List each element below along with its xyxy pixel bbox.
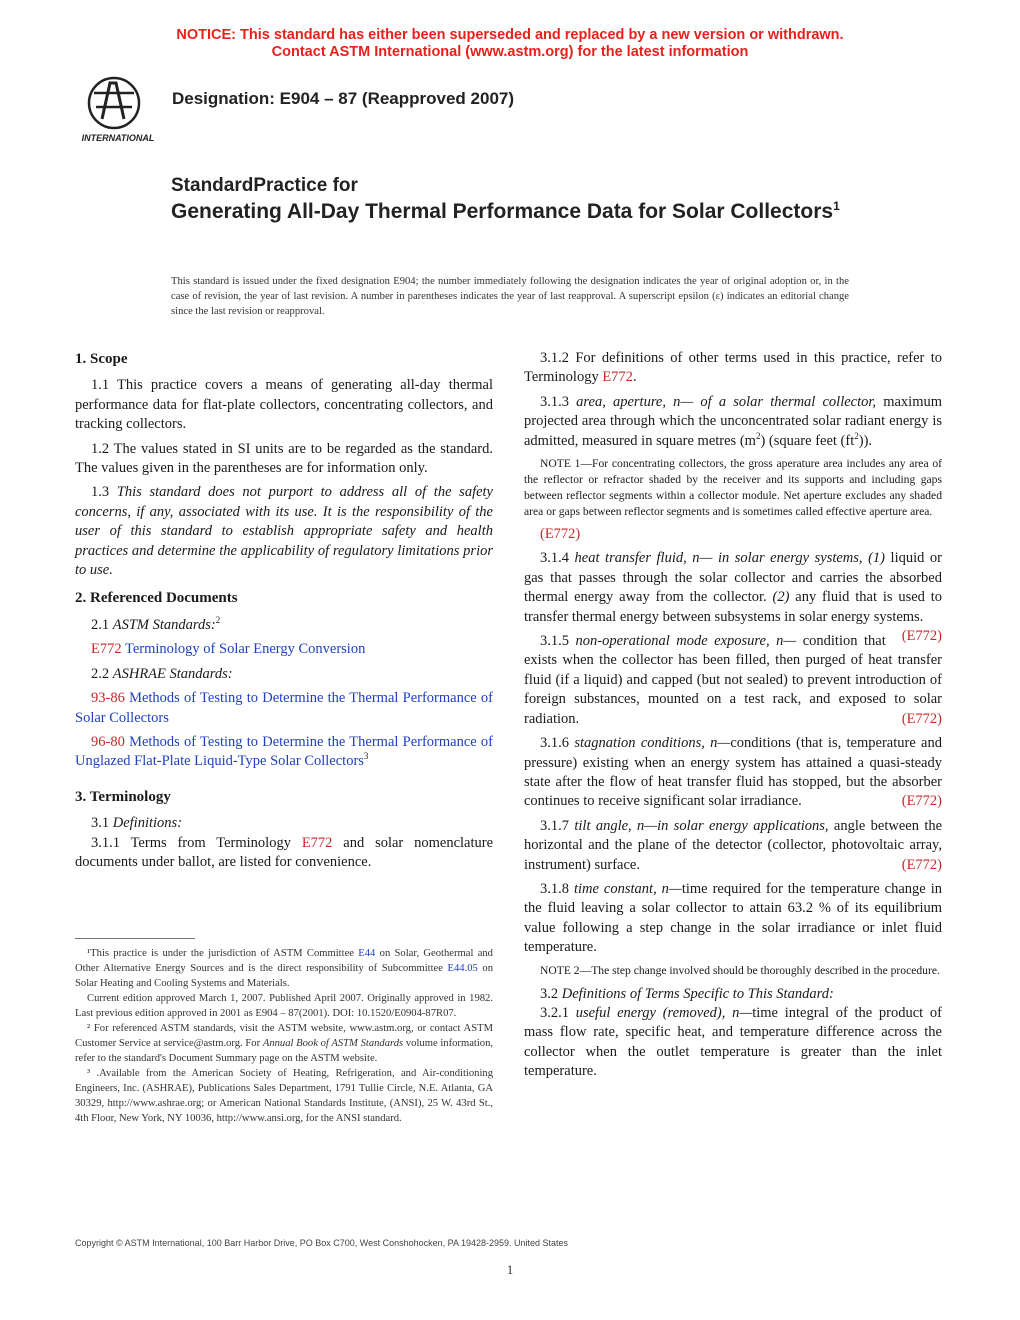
ref-e772-code-link[interactable]: E772 [91,641,122,658]
para-3-1-1-b: and solar nomenclature documents under ballot, are listed for convenience. [75,834,494,870]
para-3-1-6-num: 3.1.6 [540,735,569,752]
para-3-1-8-text: time required for the temperature change in the fluid leaving a solar collector to attain 63.2 % of its equilibrium value following a step change in the solar irradiance or inlet fluid temperature. [524,880,942,956]
para-3-1-3-mid: ) (square feet (ft [760,432,855,449]
document-title [171,174,871,225]
para-3-1-6-text: conditions (that is, temperature and pressure) existing when an energy system has attained a quasi-steady state after the flow of heat transfer fluid has stopped, but the absorber continues to receive significant solar irradiance. [524,735,942,810]
para-3-1-num: 3.1 [91,815,110,832]
ref-e772-title-link[interactable]: Terminology of Solar Energy Conversion [124,641,366,658]
ref-93-86 [75,689,493,728]
para-3-1-3-text: maximum projected area through which the unconcentrated solar radiant energy is admitted, measured in square metres (m [524,393,943,449]
para-3-1-4-term: heat transfer fluid, n— in solar energy systems, (1) [574,550,885,567]
para-3-1-1-e772-link[interactable]: E772 [301,834,333,851]
para-3-1-5 [524,632,942,729]
ref-96-80-title-link[interactable]: Methods of Testing to Determine the Thermal Performance of Unglazed Flat-Plate Liquid-Type Solar Collectors [75,733,493,770]
para-3-1-5-text: condition that exists when the collector has been filled, then purged of heat transfer fluid (if a liquid) and capped (but not sealed) to prevent introduction of foreign substances, mounted on a test rack, and exposed to solar radiation. [524,633,942,727]
footnote-1-c: on Solar Heating and Cooling Systems and Materials. [75,963,493,989]
para-3-2-1-num: 3.2.1 [540,1004,569,1021]
footnote-1-a: ¹This practice is under the jurisdiction of ASTM Committee [87,948,354,959]
para-3-2-text: Definitions of Terms Specific to This Standard: [561,985,834,1002]
para-3-1-1 [75,834,493,873]
scope-heading: 1. Scope [75,351,128,367]
para-3-1-8-term: time constant, n— [573,880,682,897]
left-column [75,349,493,877]
notice-line-1: NOTICE: This standard has either been superseded and replaced by a new version or withdrawn. [176,27,844,43]
ref-93-86-code-link[interactable]: 93-86 [91,690,125,707]
para-3-2-num: 3.2 [540,985,559,1002]
para-3-1-7 [524,817,942,875]
preamble: This standard is issued under the fixed designation E904; the number immediately following the designation indicates the year of original adoption or, in the case of revision, the year of last revision. A number in parentheses indicates the year of last reapproval. A superscript epsilon (ε) indicates an editorial change since the last revision or reapproval. [171,276,849,317]
para-1-3 [75,483,493,580]
footnote-3: ³ .Available from the American Society of Heating, Refrigeration, and Air-conditioning Engineers, Inc. (ASHRAE), Publications Sales Department, 1791 Tullie Circle, N.E. Atlanta, GA 30329, http://www.ashrae.org; or American National Standards Institute, (ANSI), 25 W. 43rd St., 4th Floor, New York, NY 10036, http://www.ansi.org, for the ANSI standard. [75,1068,493,1124]
para-3-1-5-num: 3.1.5 [540,633,569,650]
para-2-1-text: ASTM Standards: [112,616,216,633]
para-3-1-7-num: 3.1.7 [540,817,569,834]
footnote-1 [75,946,493,991]
title-main [171,199,871,225]
para-1-2: 1.2 The values stated in SI units are to be regarded as the standard. The values given in the parentheses are for information only. [75,440,493,477]
footnote-2-b: volume information, refer to the standard's Document Summary page on the ASTM website. [75,1038,494,1064]
para-2-2-text: ASHRAE Standards: [112,665,233,682]
para-3-1-8 [524,880,942,958]
referenced-documents-heading: 2. Referenced Documents [75,590,238,607]
title-footnote-mark: 1 [833,199,840,213]
footnote-2-a: ² For referenced ASTM standards, visit the ASTM website, www.astm.org, or contact ASTM Customer Service at service@astm.org. For [75,1023,493,1049]
para-3-1 [75,814,493,833]
para-3-1-2-b: . [632,369,637,386]
para-3-1-1-a: 3.1.1 Terms from Terminology [91,834,291,851]
para-3-1-3 [524,393,942,451]
para-3-2-1-text: time integral of the product of mass flow rate, specific heat, and temperature difference across the collector when the outlet temperature is greater than the inlet temperature. [524,1004,942,1080]
para-3-1-6 [524,734,942,812]
para-3-1-3-sup1: 2 [755,430,761,441]
logo-lettering: INTERNATIONAL [81,133,155,143]
para-3-1-7-e772-link[interactable]: (E772) [901,856,942,873]
para-2-1 [75,616,493,635]
ref-96-80 [75,733,493,772]
para-3-1-3-sup2: 2 [854,430,859,441]
para-3-1-text: Definitions: [112,815,183,832]
copyright-line: Copyright © ASTM International, 100 Barr Harbor Drive, PO Box C700, West Conshohocken, PA 19428-2959. United States [75,1238,569,1248]
note-1: NOTE 1—For concentrating collectors, the gross aperature area includes any area of the reflector or refractor shaded by the receiver and its supports and including gaps between reflector segments within a collector module. Net aperture excludes any shaded area or gaps between reflector segments and is sometimes called effective aperture area. [524,457,942,519]
withdrawal-notice [0,27,1020,61]
title-text: Generating All-Day Thermal Performance Data for Solar Collectors [171,200,834,223]
para-3-1-3-term: area, aperture, n— of a solar thermal collector, [576,393,877,410]
para-1-1: 1.1 This practice covers a means of generating all-day thermal performance data for flat-plate collectors, concentrating collectors, and tracking collectors. [75,377,493,433]
para-3-1-4-text: liquid or gas that passes through the solar collector and carries the absorbed thermal energy away from the collector. [524,550,943,606]
para-2-2 [75,665,493,684]
para-2-1-num: 2.1 [91,616,110,633]
para-3-1-7-text: angle between the horizontal and the plane of the detector (collector, photovoltaic array, instrument) surface. [524,817,943,873]
astm-logo [74,73,162,145]
footnote-2-italic: Annual Book of ASTM Standards [262,1038,404,1049]
ref-96-80-code-link[interactable]: 96-80 [91,733,125,750]
footnote-1-e44-link[interactable]: E44 [358,948,376,959]
footnote-1-b: on Solar, Geothermal and Other Alternative Energy Sources and is the direct responsibility of Subcommittee [75,948,493,974]
terminology-heading: 3. Terminology [75,788,171,805]
para-3-2-1-term: useful energy (removed), n— [575,1004,753,1021]
para-3-1-8-num: 3.1.8 [540,880,569,897]
notice-line-2: Contact ASTM International (www.astm.org) for the latest information [271,44,749,60]
para-1-3-num: 1.3 [91,484,110,501]
para-3-1-4-text2: any fluid that is used to transfer thermal energy between subsystems in solar energy systems. [524,589,943,625]
para-3-2-1 [524,1004,942,1082]
para-3-1-6-e772-link[interactable]: (E772) [901,793,942,810]
footnotes [75,946,493,1126]
ref-96-80-sup: 3 [363,751,369,762]
para-3-2 [524,985,942,1004]
footnote-divider [75,938,195,939]
para-2-1-sup: 2 [215,615,221,626]
para-3-1-2-e772-link[interactable]: E772 [602,369,633,386]
para-3-1-4-num: 3.1.4 [540,550,569,567]
ref-93-86-title-link[interactable]: Methods of Testing to Determine the Thermal Performance of Solar Collectors [75,690,493,726]
para-3-1-4-e772-link[interactable]: (E772) [901,628,942,645]
para-3-1-5-term: non-operational mode exposure, n— [575,633,797,650]
para-1-3-text: This standard does not purport to address all of the safety concerns, if any, associated with its use. It is the responsibility of the user of this standard to establish appropriate safety and health practices and determine the applicability of regulatory limitations prior to use. [75,484,493,579]
footnote-1-e44-05-link[interactable]: E44.05 [447,963,478,974]
para-3-1-3-num: 3.1.3 [540,393,569,410]
footnote-2 [75,1021,493,1066]
note-1-e772-link[interactable]: (E772) [540,526,581,543]
para-3-1-4-term2: (2) [772,589,790,606]
para-3-1-5-e772-link[interactable]: (E772) [901,710,942,727]
ref-e772 [75,640,493,659]
para-3-1-2-a: 3.1.2 For definitions of other terms used in this practice, refer to Terminology [524,350,942,386]
para-3-1-3-end: )). [858,432,873,449]
para-3-1-2 [524,349,942,388]
designation: Designation: E904 – 87 (Reapproved 2007) [172,89,515,108]
footnote-1-edition: Current edition approved March 1, 2007. Published April 2007. Originally approved in 1982. Last previous edition approved in 2001 as E904 – 87(2001). DOI: 10.1520/E0904-87R07. [75,993,493,1019]
page-number: 1 [506,1262,514,1277]
para-2-2-num: 2.2 [91,665,110,682]
para-3-1-6-term: stagnation conditions, n— [574,735,731,752]
note-1-ref [524,525,942,544]
note-2: NOTE 2—The step change involved should be thoroughly described in the procedure. [540,963,940,977]
title-prefix: StandardPractice for [171,175,358,196]
right-column [524,349,942,1087]
para-3-1-7-term: tilt angle, n—in solar energy applications, [574,817,829,834]
